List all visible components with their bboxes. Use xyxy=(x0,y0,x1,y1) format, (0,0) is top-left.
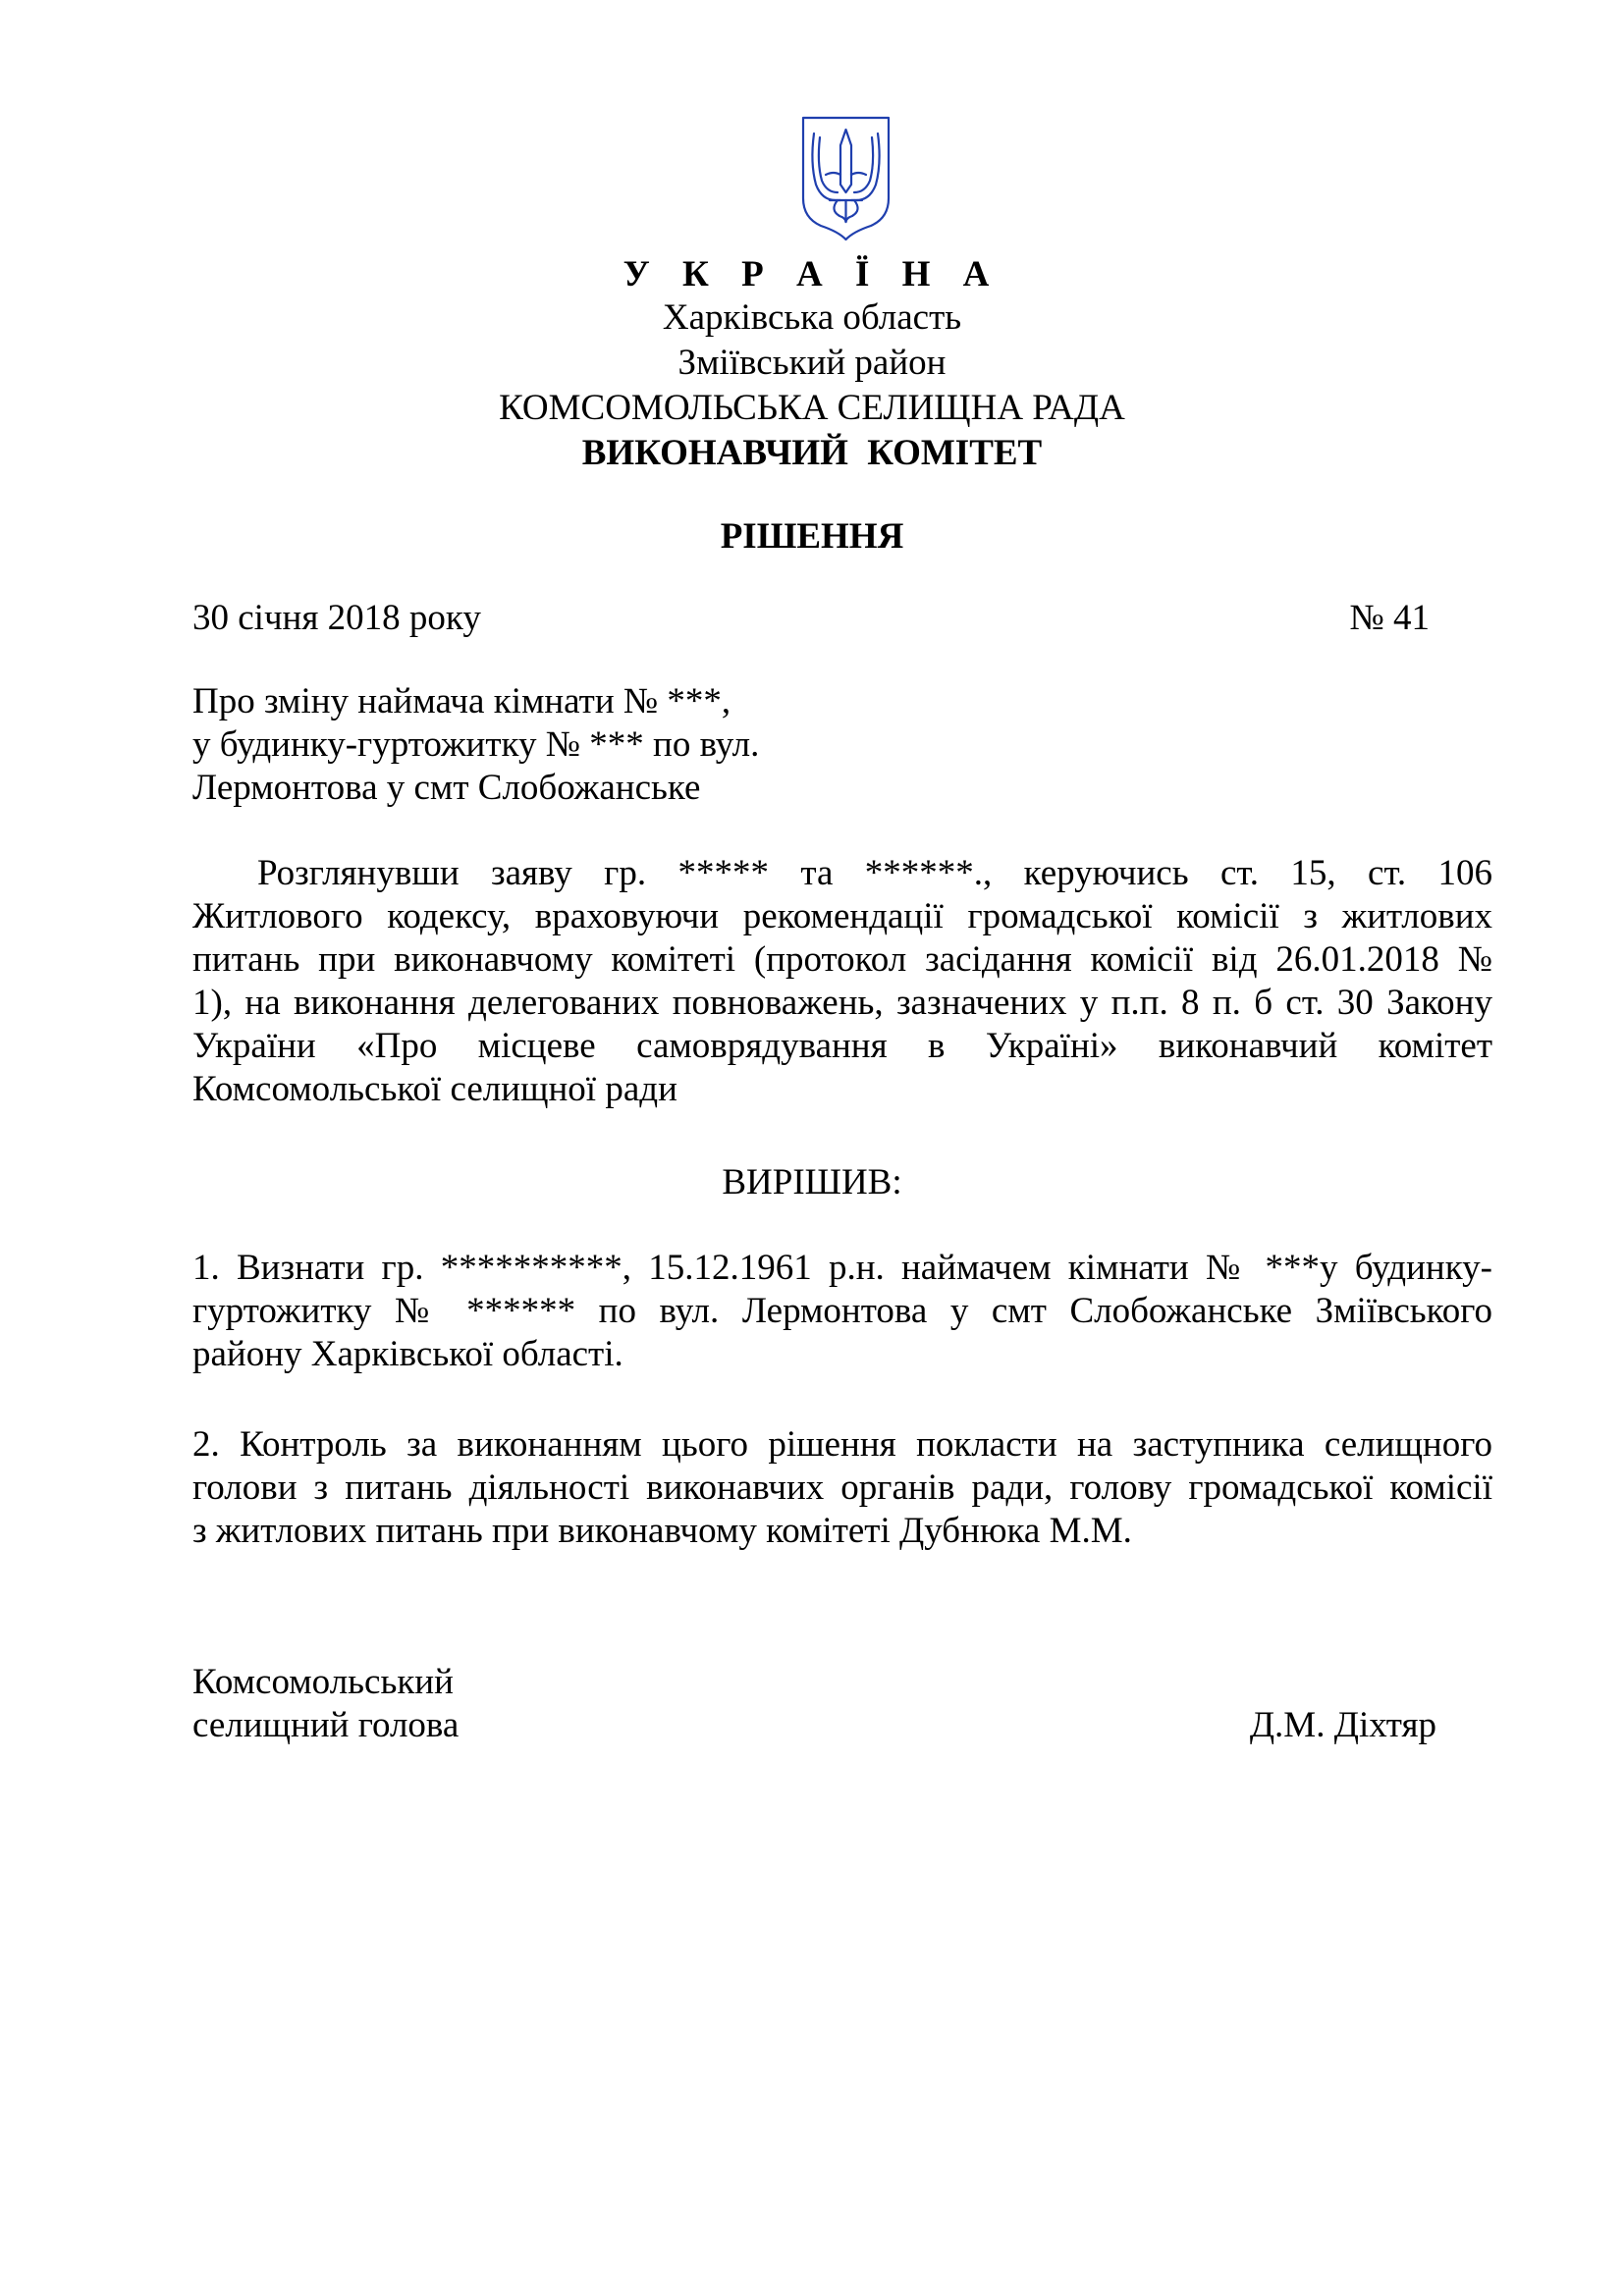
paragraph-line: України «Про місцеве самоврядування в Україні» виконавчий комітет xyxy=(192,1026,1492,1066)
signatory-title xyxy=(192,1661,459,1747)
document-type-heading: РІШЕННЯ xyxy=(720,516,904,557)
decided-heading: ВИРІШИВ: xyxy=(722,1162,902,1202)
paragraph-line: 1), на виконання делегованих повноважень, зазначених у п.п. 8 п. б ст. 30 Закону xyxy=(192,983,1492,1023)
decision-date: 30 січня 2018 року xyxy=(192,598,481,638)
decision-number: № 41 xyxy=(1349,598,1430,638)
oblast-name: Харківська область xyxy=(662,297,962,338)
signatory-name: Д.М. Діхтяр xyxy=(1249,1705,1436,1745)
subject-block xyxy=(192,680,759,810)
paragraph-line: Житлового кодексу, враховуючи рекомендації громадської комісії з житлових xyxy=(192,896,1492,936)
signatory-title-line: Комсомольський xyxy=(192,1662,454,1702)
rayon-name: Зміївський район xyxy=(677,343,947,383)
paragraph-line: Комсомольської селищної ради xyxy=(192,1069,677,1109)
paragraph-line: району Харківської області. xyxy=(192,1334,623,1374)
subject-line: у будинку-гуртожитку № *** по вул. xyxy=(192,724,760,765)
paragraph-line: голови з питань діяльності виконавчих органів ради, голову громадської комісії xyxy=(192,1468,1492,1508)
decision-item-1 xyxy=(192,1247,1492,1376)
council-name: КОМСОМОЛЬСЬКА СЕЛИЩНА РАДА xyxy=(499,388,1125,428)
paragraph-line: 1. Визнати гр. **********, 15.12.1961 р.н. наймачем кімнати № ***у будинку- xyxy=(192,1248,1492,1288)
paragraph-line: Розглянувши заяву гр. ***** та ******., керуючись ст. 15, ст. 106 xyxy=(257,853,1492,893)
paragraph-line: з житлових питань при виконавчому комітеті Дубнюка М.М. xyxy=(192,1511,1132,1551)
paragraph-line: питань при виконавчому комітеті (протокол засідання комісії від 26.01.2018 № xyxy=(192,939,1492,980)
subject-line: Лермонтова у смт Слобожанське xyxy=(192,768,701,808)
signatory-title-line: селищний голова xyxy=(192,1705,460,1745)
country-name: У К Р А Ї Н А xyxy=(623,254,1001,294)
intro-paragraph xyxy=(192,852,1492,1111)
decision-item-2 xyxy=(192,1423,1492,1553)
subject-line: Про зміну наймача кімнати № ***, xyxy=(192,681,731,721)
committee-name: ВИКОНАВЧИЙ КОМІТЕТ xyxy=(581,433,1043,473)
coat-of-arms-trident-icon xyxy=(800,116,892,241)
date-number-line xyxy=(192,597,1430,640)
paragraph-line: 2. Контроль за виконанням цього рішення покласти на заступника селищного xyxy=(192,1424,1492,1465)
paragraph-line: гуртожитку № ****** по вул. Лермонтова у смт Слобожанське Зміївського xyxy=(192,1291,1492,1331)
